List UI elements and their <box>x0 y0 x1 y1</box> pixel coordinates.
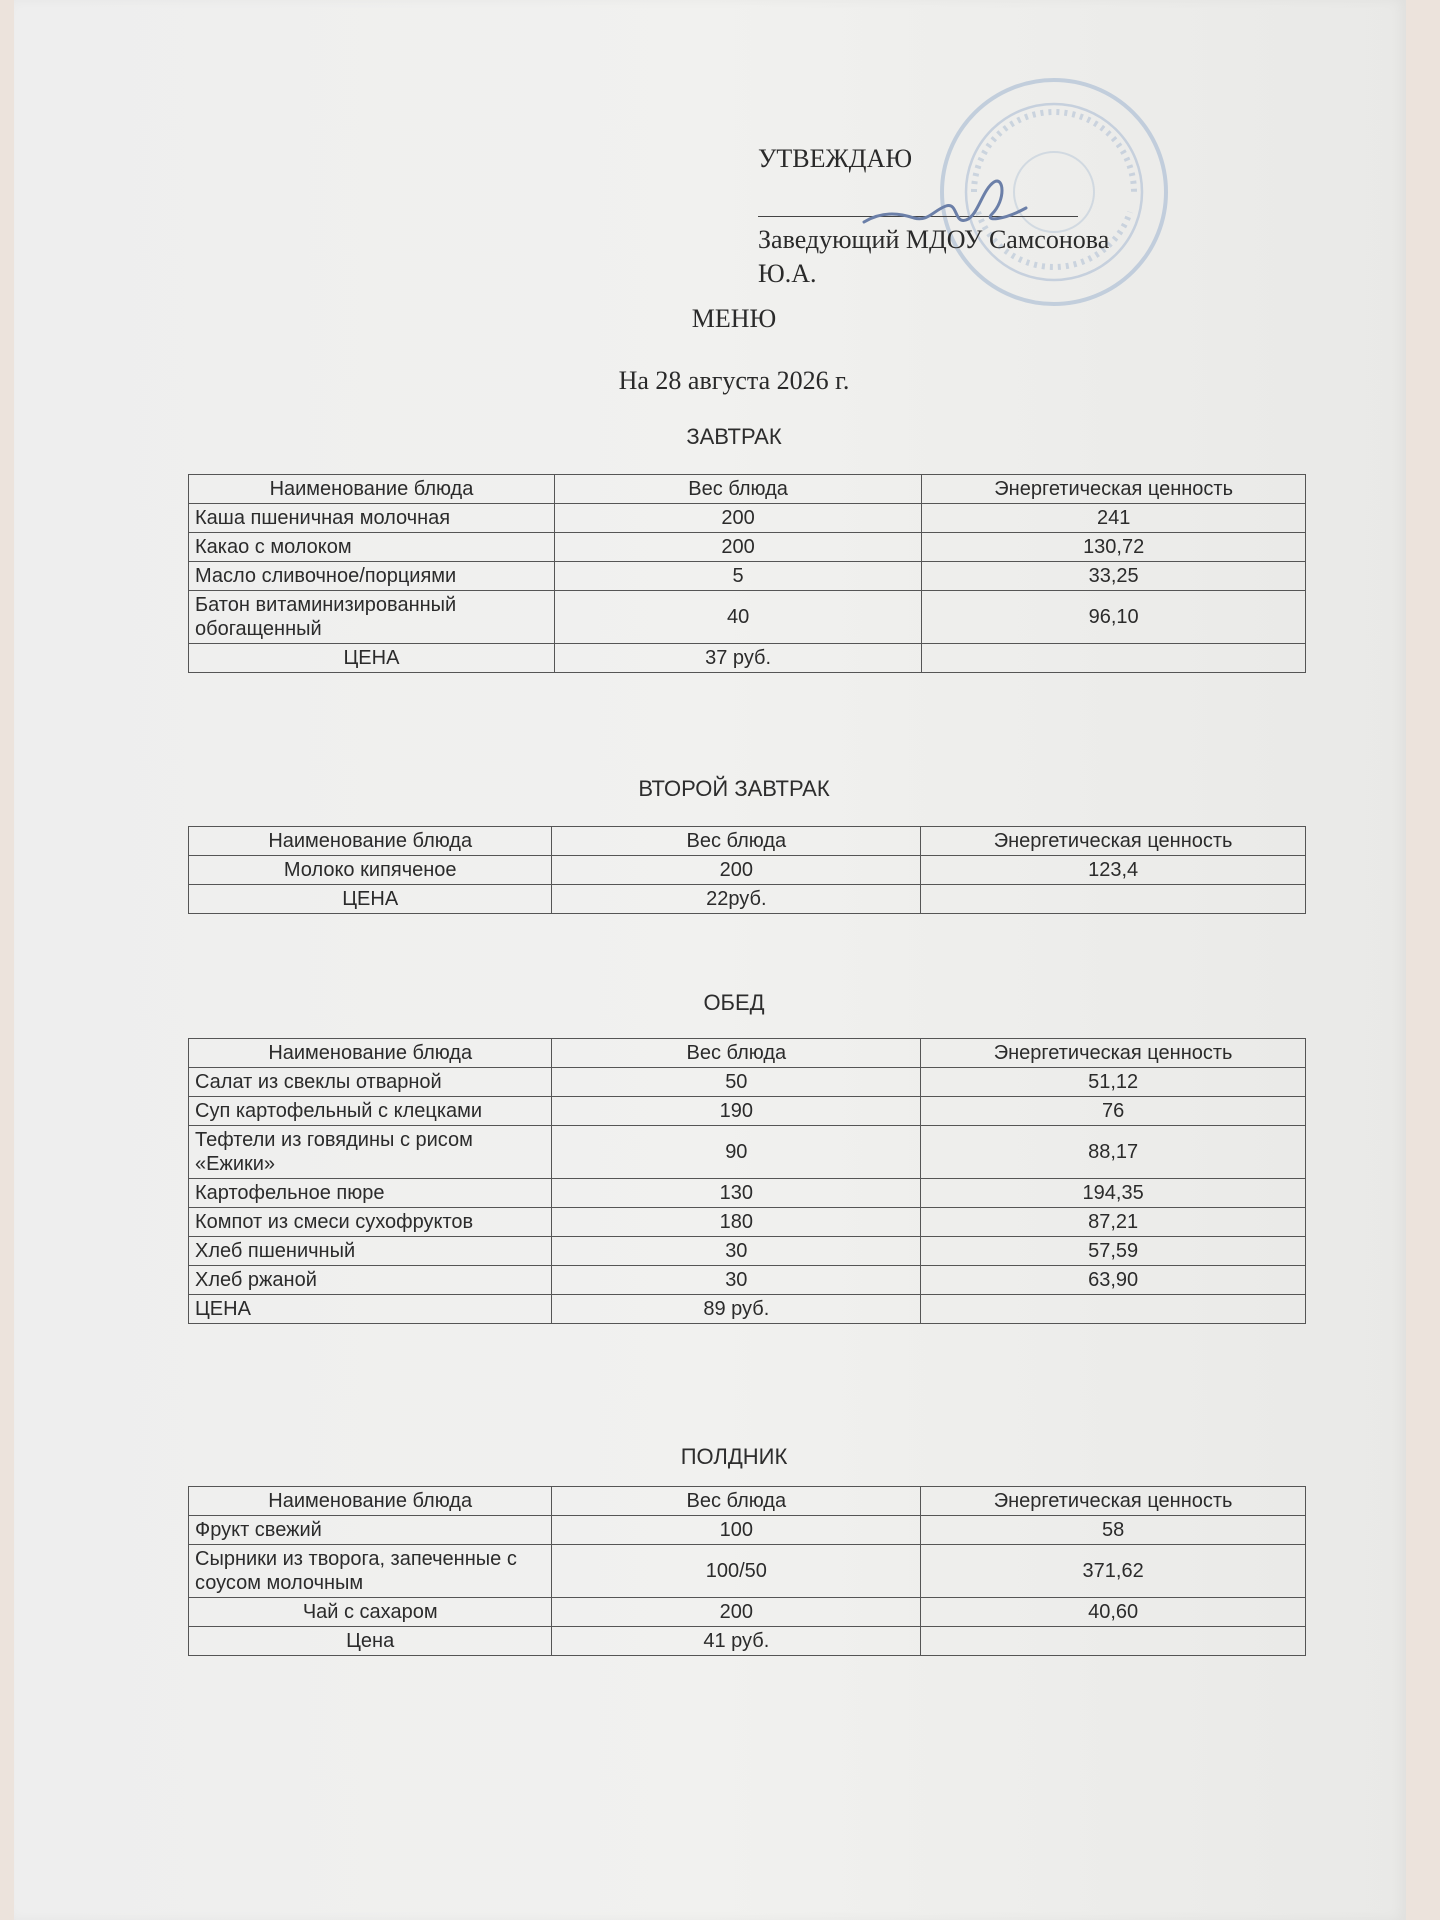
price-value: 22руб. <box>552 885 921 914</box>
dish-energy: 88,17 <box>921 1126 1306 1179</box>
header-weight: Вес блюда <box>552 1039 921 1068</box>
header-weight: Вес блюда <box>554 475 921 504</box>
header-weight: Вес блюда <box>552 827 921 856</box>
table-row <box>189 591 1306 644</box>
table-row <box>189 856 1306 885</box>
section-title-breakfast: ЗАВТРАК <box>686 424 782 449</box>
dish-weight: 200 <box>552 1598 921 1627</box>
dish-energy: 63,90 <box>921 1266 1306 1295</box>
table-row <box>189 504 1306 533</box>
table-row <box>189 1237 1306 1266</box>
dish-weight: 90 <box>552 1126 921 1179</box>
approval-block <box>758 142 1238 291</box>
table-row <box>189 562 1306 591</box>
menu-date: На 28 августа 2026 г. <box>618 366 850 395</box>
table-row <box>189 1179 1306 1208</box>
dish-name: Фрукт свежий <box>189 1516 552 1545</box>
price-row <box>189 1295 1306 1324</box>
table-row <box>189 1097 1306 1126</box>
header-weight: Вес блюда <box>552 1487 921 1516</box>
section-title-second-breakfast: ВТОРОЙ ЗАВТРАК <box>638 776 830 801</box>
dish-energy: 87,21 <box>921 1208 1306 1237</box>
dish-energy: 40,60 <box>921 1598 1306 1627</box>
header-name: Наименование блюда <box>189 1487 552 1516</box>
approval-name: Ю.А. <box>758 259 817 288</box>
header-energy: Энергетическая ценность <box>922 475 1306 504</box>
dish-weight: 30 <box>552 1237 921 1266</box>
dish-weight: 200 <box>552 856 921 885</box>
price-label: Цена <box>189 1627 552 1656</box>
table-header-row <box>189 1487 1306 1516</box>
price-value: 37 руб. <box>554 644 921 673</box>
header-name: Наименование блюда <box>189 827 552 856</box>
dish-energy: 57,59 <box>921 1237 1306 1266</box>
table-row <box>189 1516 1306 1545</box>
table-row <box>189 1068 1306 1097</box>
dish-weight: 200 <box>554 504 921 533</box>
price-empty-cell <box>921 1627 1306 1656</box>
header-energy: Энергетическая ценность <box>921 827 1306 856</box>
price-empty-cell <box>921 1295 1306 1324</box>
dish-weight: 130 <box>552 1179 921 1208</box>
dish-energy: 241 <box>922 504 1306 533</box>
dish-name: Молоко кипяченое <box>189 856 552 885</box>
dish-name: Какао с молоком <box>189 533 555 562</box>
section-title-afternoon-snack: ПОЛДНИК <box>680 1444 788 1469</box>
dish-energy: 33,25 <box>922 562 1306 591</box>
dish-energy: 194,35 <box>921 1179 1306 1208</box>
dish-name: Тефтели из говядины с рисом «Ежики» <box>189 1126 552 1179</box>
dish-name: Картофельное пюре <box>189 1179 552 1208</box>
afternoon-snack-table <box>188 1486 1306 1656</box>
dish-energy: 96,10 <box>922 591 1306 644</box>
dish-name: Чай с сахаром <box>189 1598 552 1627</box>
dish-name: Компот из смеси сухофруктов <box>189 1208 552 1237</box>
second-breakfast-table <box>188 826 1306 914</box>
price-row <box>189 885 1306 914</box>
approval-label: УТВЕЖДАЮ <box>758 144 913 173</box>
price-label: ЦЕНА <box>189 885 552 914</box>
approval-position: Заведующий МДОУ Самсонова <box>758 225 1110 254</box>
price-row <box>189 644 1306 673</box>
dish-name: Батон витаминизированный обогащенный <box>189 591 555 644</box>
dish-weight: 40 <box>554 591 921 644</box>
price-row <box>189 1627 1306 1656</box>
table-row <box>189 1545 1306 1598</box>
dish-weight: 100/50 <box>552 1545 921 1598</box>
table-row <box>189 1126 1306 1179</box>
dish-weight: 200 <box>554 533 921 562</box>
dish-weight: 190 <box>552 1097 921 1126</box>
dish-name: Салат из свеклы отварной <box>189 1068 552 1097</box>
table-header-row <box>189 827 1306 856</box>
menu-title: МЕНЮ <box>691 304 777 333</box>
table-row <box>189 1598 1306 1627</box>
price-empty-cell <box>921 885 1306 914</box>
dish-energy: 123,4 <box>921 856 1306 885</box>
dish-name: Хлеб ржаной <box>189 1266 552 1295</box>
menu-sheet <box>14 0 1406 1920</box>
dish-name: Каша пшеничная молочная <box>189 504 555 533</box>
header-name: Наименование блюда <box>189 475 555 504</box>
table-row <box>189 1208 1306 1237</box>
dish-name: Суп картофельный с клецками <box>189 1097 552 1126</box>
price-label: ЦЕНА <box>189 644 555 673</box>
dish-name: Хлеб пшеничный <box>189 1237 552 1266</box>
lunch-table <box>188 1038 1306 1324</box>
price-value: 89 руб. <box>552 1295 921 1324</box>
header-energy: Энергетическая ценность <box>921 1487 1306 1516</box>
table-header-row <box>189 1039 1306 1068</box>
table-row <box>189 1266 1306 1295</box>
dish-weight: 5 <box>554 562 921 591</box>
table-header-row <box>189 475 1306 504</box>
dish-energy: 130,72 <box>922 533 1306 562</box>
dish-weight: 180 <box>552 1208 921 1237</box>
dish-name: Масло сливочное/порциями <box>189 562 555 591</box>
price-empty-cell <box>922 644 1306 673</box>
dish-weight: 50 <box>552 1068 921 1097</box>
price-value: 41 руб. <box>552 1627 921 1656</box>
signature <box>854 170 1044 240</box>
dish-energy: 58 <box>921 1516 1306 1545</box>
dish-energy: 371,62 <box>921 1545 1306 1598</box>
section-title-lunch: ОБЕД <box>703 990 765 1015</box>
signature-line <box>758 176 1078 217</box>
header-energy: Энергетическая ценность <box>921 1039 1306 1068</box>
breakfast-table <box>188 474 1306 673</box>
dish-weight: 30 <box>552 1266 921 1295</box>
price-label: ЦЕНА <box>189 1295 552 1324</box>
header-name: Наименование блюда <box>189 1039 552 1068</box>
dish-energy: 51,12 <box>921 1068 1306 1097</box>
dish-energy: 76 <box>921 1097 1306 1126</box>
table-row <box>189 533 1306 562</box>
dish-weight: 100 <box>552 1516 921 1545</box>
dish-name: Сырники из творога, запеченные с соусом молочным <box>189 1545 552 1598</box>
